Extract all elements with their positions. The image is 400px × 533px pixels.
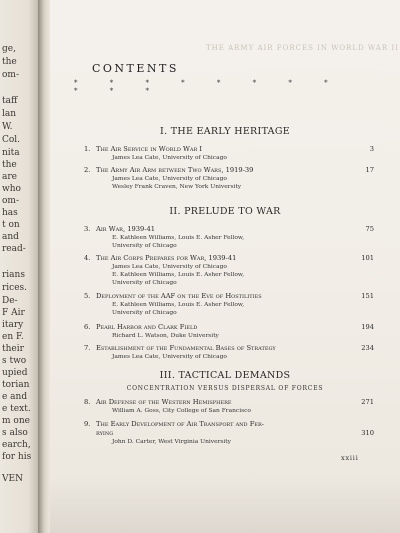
- chapter-number: 8.: [84, 398, 91, 406]
- facing-text-line: lan: [2, 109, 17, 119]
- part-heading: II. PRELUDE TO WAR: [169, 206, 281, 217]
- facing-text-line: F Air: [2, 308, 25, 318]
- chapter-author: E. Kathleen Williams, Louis E. Asher Fellow,: [112, 235, 245, 241]
- facing-text-line: rices.: [2, 283, 28, 293]
- facing-text-line: om-: [2, 196, 19, 206]
- chapter-author: John D. Carter, West Virginia University: [112, 439, 231, 445]
- chapter-title-continued: rying: [96, 429, 114, 437]
- chapter-title: The Army Air Arm between Two Wars, 1919-39: [96, 166, 254, 174]
- chapter-author: E. Kathleen Williams, Louis E. Asher Fellow,: [112, 302, 245, 308]
- facing-text-line: VEN: [2, 474, 23, 484]
- facing-text-line: Col.: [2, 135, 21, 145]
- page-shadow: [50, 478, 400, 533]
- page-number: 17: [365, 166, 374, 174]
- facing-text-line: rians: [2, 270, 25, 280]
- facing-text-line: the: [2, 57, 17, 67]
- facing-text-line: nita: [2, 148, 20, 158]
- chapter-number: 7.: [84, 344, 91, 352]
- chapter-author: University of Chicago: [112, 280, 177, 286]
- part-heading: I. THE EARLY HERITAGE: [160, 126, 290, 137]
- facing-text-line: their: [2, 344, 24, 354]
- page-number: 75: [365, 225, 374, 233]
- chapter-number: 9.: [84, 420, 91, 428]
- page-title: CONTENTS: [92, 62, 179, 75]
- chapter-number: 4.: [84, 254, 91, 262]
- chapter-number: 2.: [84, 166, 91, 174]
- part-heading: III. TACTICAL DEMANDS: [159, 370, 291, 381]
- chapter-author: University of Chicago: [112, 310, 177, 316]
- facing-text-line: om-: [2, 70, 19, 80]
- facing-text-line: s two: [2, 356, 27, 366]
- facing-page: [0, 0, 40, 533]
- chapter-author: William A. Goss, City College of San Francisco: [112, 408, 251, 414]
- chapter-title: Establishment of the Fundamental Bases of Strategy: [96, 344, 276, 352]
- page-number: 234: [361, 344, 374, 352]
- facing-text-line: are: [2, 172, 17, 182]
- chapter-author: James Lea Cate, University of Chicago: [112, 264, 227, 270]
- chapter-author: James Lea Cate, University of Chicago: [112, 155, 227, 161]
- page-folio: xxiii: [341, 454, 359, 462]
- chapter-number: 1.: [84, 145, 91, 153]
- chapter-author: E. Kathleen Williams, Louis E. Asher Fellow,: [112, 272, 245, 278]
- facing-text-line: itary: [2, 320, 24, 330]
- ornament-row: * * * * * * * * * * *: [74, 79, 343, 95]
- facing-text-line: read-: [2, 244, 26, 254]
- facing-text-line: has: [2, 208, 18, 218]
- chapter-title: The Early Development of Air Transport and Fer-: [96, 420, 265, 428]
- chapter-number: 3.: [84, 225, 91, 233]
- facing-text-line: ge,: [2, 44, 16, 54]
- facing-text-line: upied: [2, 368, 28, 378]
- page-number: 3: [369, 145, 374, 153]
- facing-text-line: the: [2, 160, 17, 170]
- chapter-title: The Air Corps Prepares for War, 1939-41: [96, 254, 237, 262]
- chapter-author: James Lea Cate, University of Chicago: [112, 176, 227, 182]
- facing-text-line: taff: [2, 96, 18, 106]
- chapter-number: 5.: [84, 292, 91, 300]
- facing-text-line: s also: [2, 428, 28, 438]
- facing-text-line: t on: [2, 220, 20, 230]
- chapter-title: Deployment of the AAF on the Eve of Hostilities: [96, 292, 262, 300]
- chapter-title: Pearl Harbor and Clark Field: [96, 323, 198, 331]
- facing-text-line: De-: [2, 296, 18, 306]
- chapter-title: Air War, 1939-41: [96, 225, 155, 233]
- chapter-number: 6.: [84, 323, 91, 331]
- facing-text-line: torian: [2, 380, 30, 390]
- facing-text-line: earch,: [2, 440, 31, 450]
- facing-text-line: e text.: [2, 404, 31, 414]
- page-number: 151: [361, 292, 374, 300]
- facing-text-line: W.: [2, 122, 13, 132]
- page-number: 310: [361, 429, 374, 437]
- facing-text-line: who: [2, 184, 21, 194]
- part-subheading: CONCENTRATION VERSUS DISPERSAL OF FORCES: [126, 385, 324, 392]
- chapter-author: Richard L. Watson, Duke University: [112, 333, 219, 339]
- chapter-author: University of Chicago: [112, 243, 177, 249]
- show-through-text: THE ARMY AIR FORCES IN WORLD WAR II: [206, 44, 399, 52]
- facing-text-line: and: [2, 232, 19, 242]
- chapter-title: Air Defense of the Western Hemisphere: [96, 398, 232, 406]
- facing-text-line: m one: [2, 416, 30, 426]
- facing-text-line: en F.: [2, 332, 24, 342]
- page-number: 101: [361, 254, 374, 262]
- chapter-title: The Air Service in World War I: [96, 145, 202, 153]
- chapter-author: James Lea Cate, University of Chicago: [112, 354, 227, 360]
- page-number: 194: [361, 323, 374, 331]
- facing-text-line: for his: [2, 452, 32, 462]
- facing-text-line: e and: [2, 392, 28, 402]
- chapter-author: Wesley Frank Craven, New York University: [112, 184, 242, 190]
- page-number: 271: [361, 398, 374, 406]
